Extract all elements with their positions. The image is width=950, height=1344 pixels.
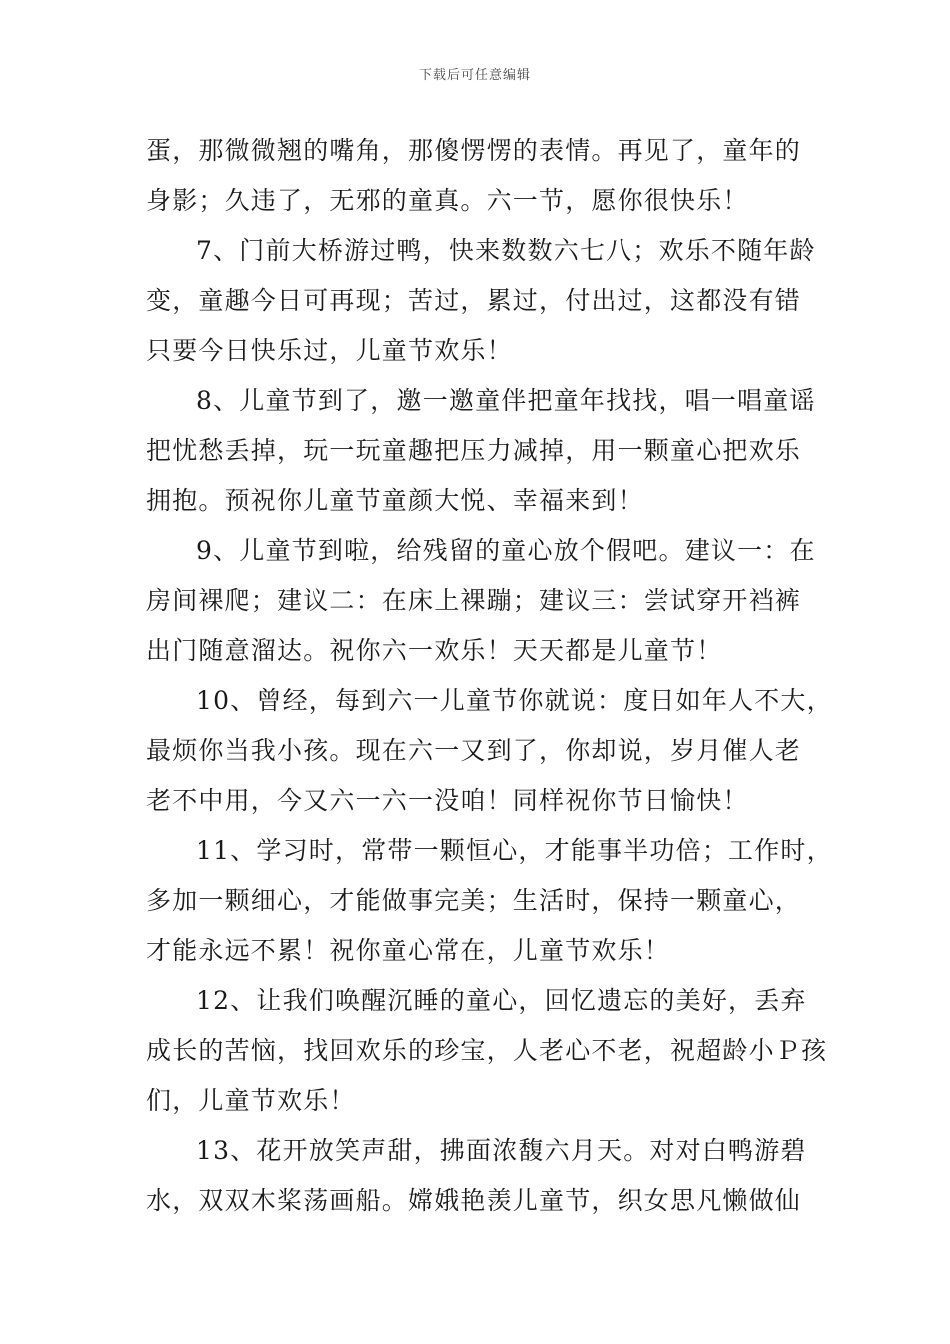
text-line: 只要今日快乐过，儿童节欢乐！ xyxy=(146,336,513,365)
text-line: 多加一颗细心，才能做事完美；生活时，保持一颗童心， xyxy=(146,886,802,915)
text-line: 水，双双木桨荡画船。嫦娥艳羡儿童节，织女思凡懒做仙 xyxy=(146,1186,802,1215)
paragraph-start-line: 7、门前大桥游过鸭，快来数数六七八；欢乐不随年龄 xyxy=(196,236,816,265)
text-line: 蛋，那微微翘的嘴角，那傻愣愣的表情。再见了，童年的 xyxy=(146,136,802,165)
text-line: 最烦你当我小孩。现在六一又到了，你却说，岁月催人老 xyxy=(146,736,802,765)
text-line: 才能永远不累！祝你童心常在，儿童节欢乐！ xyxy=(146,936,671,965)
text-line: 身影；久违了，无邪的童真。六一节，愿你很快乐！ xyxy=(146,186,749,215)
header-note: 下载后可任意编辑 xyxy=(418,68,531,83)
paragraph-start-line: 9、儿童节到啦，给残留的童心放个假吧。建议一：在 xyxy=(196,536,816,565)
text-line: 成长的苦恼，找回欢乐的珍宝，人老心不老，祝超龄小Ｐ孩 xyxy=(146,1036,828,1065)
document-body xyxy=(146,126,833,1226)
text-line: 把忧愁丢掉，玩一玩童趣把压力减掉，用一颗童心把欢乐 xyxy=(146,436,802,465)
paragraph-start-line: 11、学习时，常带一颗恒心，才能事半功倍；工作时， xyxy=(196,836,833,865)
paragraph-start-line: 12、让我们唤醒沉睡的童心，回忆遗忘的美好，丢弃 xyxy=(196,986,807,1015)
paragraph-start-line: 8、儿童节到了，邀一邀童伴把童年找找，唱一唱童谣 xyxy=(196,386,816,415)
text-line: 们，儿童节欢乐！ xyxy=(146,1086,356,1115)
text-line: 房间裸爬；建议二：在床上裸蹦；建议三：尝试穿开裆裤 xyxy=(146,586,802,615)
text-line: 老不中用，今又六一六一没咱！同样祝你节日愉快！ xyxy=(146,786,749,815)
text-line: 变，童趣今日可再现；苦过，累过，付出过，这都没有错 xyxy=(146,286,802,315)
text-line: 拥抱。预祝你儿童节童颜大悦、幸福来到！ xyxy=(146,486,644,515)
paragraph-start-line: 10、曾经，每到六一儿童节你就说：度日如年人不大， xyxy=(196,686,833,715)
text-line: 出门随意溜达。祝你六一欢乐！天天都是儿童节！ xyxy=(146,636,723,665)
paragraph-start-line: 13、花开放笑声甜，拂面浓馥六月天。对对白鸭游碧 xyxy=(196,1136,807,1165)
